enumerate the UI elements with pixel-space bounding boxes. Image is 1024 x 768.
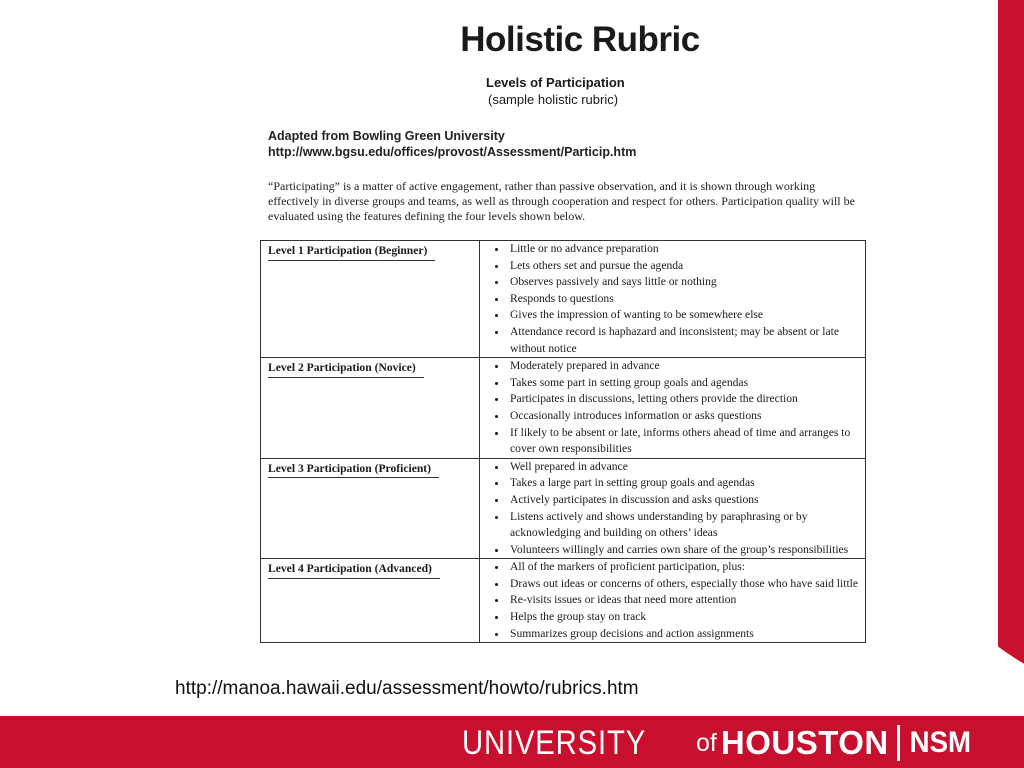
attribution [268, 128, 636, 160]
list-item: • Participates in discussions, letting others provide the direction [508, 391, 865, 408]
logo-dept: NSM [909, 726, 971, 759]
list-item: • Listens actively and shows understanding by paraphrasing or by acknowledging and building on others’ ideas [508, 509, 865, 542]
list-item: • Takes some part in setting group goals and agendas [508, 375, 865, 392]
criteria-cell [480, 241, 866, 358]
rubric-table [260, 240, 866, 643]
list-item: • Helps the group stay on track [508, 609, 865, 626]
list-item: • Lets others set and pursue the agenda [508, 258, 865, 275]
list-item: • Little or no advance preparation [508, 241, 865, 258]
rubric-row-level-4 [261, 559, 866, 643]
attribution-url: http://www.bgsu.edu/offices/provost/Assessment/Particip.htm [268, 145, 637, 159]
list-item: • Occasionally introduces information or asks questions [508, 408, 865, 425]
criteria-cell [480, 458, 866, 559]
criteria-cell [480, 559, 866, 643]
list-item: • Observes passively and says little or nothing [508, 274, 865, 291]
list-item: • Re-visits issues or ideas that need more attention [508, 592, 865, 609]
source-url: http://manoa.hawaii.edu/assessment/howto/rubrics.htm [175, 678, 639, 699]
criteria-list [480, 559, 865, 642]
level-cell [261, 358, 480, 459]
rubric-row-level-2 [261, 358, 866, 459]
list-item: • Moderately prepared in advance [508, 358, 865, 375]
list-item: • Takes a large part in setting group goals and agendas [508, 475, 865, 492]
logo-houston: HOUSTON [720, 724, 889, 761]
level-cell [261, 458, 480, 559]
level-label: Level 2 Participation (Novice) [268, 360, 424, 378]
criteria-cell [480, 358, 866, 459]
document-subtitle: (sample holistic rubric) [488, 92, 619, 107]
level-label: Level 3 Participation (Proficient) [268, 461, 439, 479]
university-logo [462, 724, 973, 762]
logo-of: of [696, 728, 717, 757]
list-item: • Gives the impression of wanting to be somewhere else [508, 307, 865, 324]
logo-university: UNIVERSITY [462, 723, 647, 762]
criteria-list [480, 358, 865, 458]
rubric-row-level-1 [261, 241, 866, 358]
level-cell [261, 559, 480, 643]
document-heading [486, 74, 686, 108]
criteria-list [480, 241, 865, 357]
list-item: • Well prepared in advance [508, 459, 865, 476]
attribution-source: Adapted from Bowling Green University [268, 129, 505, 143]
slide-title: Holistic Rubric [460, 20, 700, 59]
criteria-list [480, 459, 865, 559]
list-item: • Summarizes group decisions and action assignments [508, 626, 865, 643]
list-item: • If likely to be absent or late, informs others ahead of time and arranges to cover own responsibilities [508, 425, 865, 458]
list-item: • Actively participates in discussion and asks questions [508, 492, 865, 509]
level-label: Level 4 Participation (Advanced) [268, 561, 440, 579]
list-item: • All of the markers of proficient participation, plus: [508, 559, 865, 576]
list-item: • Responds to questions [508, 291, 865, 308]
document-title: Levels of Participation [486, 75, 625, 90]
list-item: • Draws out ideas or concerns of others, especially those who have said little [508, 576, 865, 593]
list-item: • Volunteers willingly and carries own share of the group’s responsibilities [508, 542, 865, 559]
level-cell [261, 241, 480, 358]
intro-paragraph: “Participating” is a matter of active engagement, rather than passive observation, and it is shown through working effectively in diverse groups and teams, as well as through cooperation and respect for others. Participation quality will be evaluated using the features defining the four levels shown below. [268, 179, 855, 223]
logo-divider [897, 725, 900, 761]
level-label: Level 1 Participation (Beginner) [268, 243, 435, 261]
list-item: • Attendance record is haphazard and inconsistent; may be absent or late without notice [508, 324, 865, 357]
rubric-row-level-3 [261, 458, 866, 559]
